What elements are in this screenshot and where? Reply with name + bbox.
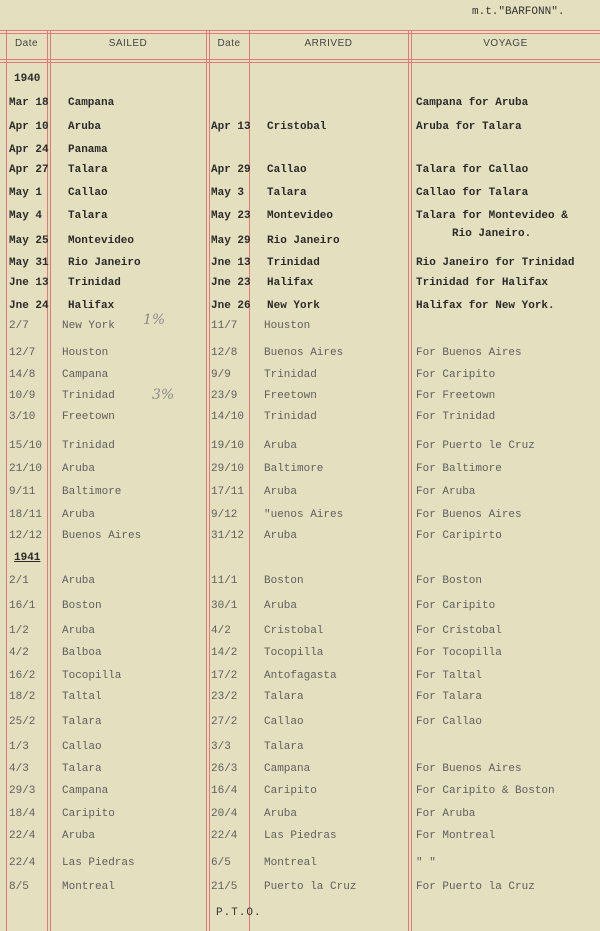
port-sailed-cell: Tocopilla — [62, 670, 122, 682]
port-arrived-cell: Campana — [264, 763, 311, 775]
voyage-cell: For Talara — [416, 691, 483, 703]
port-sailed-cell: Halifax — [68, 300, 115, 312]
voyage-cell: For Cristobal — [416, 625, 502, 637]
date-sailed-cell: 14/8 — [9, 369, 36, 381]
date-arrived-cell: Apr 29 — [211, 164, 251, 176]
header-top-rule — [0, 30, 600, 31]
port-arrived-cell: Buenos Aires — [264, 347, 344, 359]
date-sailed-cell: Jne 13 — [9, 277, 49, 289]
voyage-cell: Trinidad for Halifax — [416, 277, 549, 289]
rule-arrived — [408, 30, 409, 931]
port-arrived-cell: Aruba — [264, 440, 298, 452]
voyage-cell: For Caripito — [416, 600, 496, 612]
date-arrived-cell: 29/10 — [211, 463, 245, 475]
port-arrived-cell: Tocopilla — [264, 647, 324, 659]
port-arrived-cell: Trinidad — [264, 411, 317, 423]
voyage-cell: " " — [416, 857, 436, 869]
voyage-cell: Talara for Callao — [416, 164, 529, 176]
voyage-cell: Talara for Montevideo & — [416, 210, 568, 222]
rule-left — [6, 30, 7, 931]
voyage-cell: For Baltimore — [416, 463, 502, 475]
voyage-cell: For Buenos Aires — [416, 347, 522, 359]
port-arrived-cell: Rio Janeiro — [267, 235, 340, 247]
date-arrived-cell: 19/10 — [211, 440, 245, 452]
date-sailed-cell: May 4 — [9, 210, 43, 222]
port-sailed-cell: New York — [62, 320, 115, 332]
port-arrived-cell: Caripito — [264, 785, 317, 797]
port-arrived-cell: Talara — [264, 691, 304, 703]
port-sailed-cell: Houston — [62, 347, 109, 359]
port-sailed-cell: Freetown — [62, 411, 115, 423]
voyage-cell: Halifax for New York. — [416, 300, 555, 312]
voyage-cell: Aruba for Talara — [416, 121, 522, 133]
date-arrived-cell: 16/4 — [211, 785, 238, 797]
date-sailed-cell: 15/10 — [9, 440, 43, 452]
header-date-sailed: Date — [14, 38, 39, 49]
date-arrived-cell: 14/10 — [211, 411, 245, 423]
port-sailed-cell: Baltimore — [62, 486, 122, 498]
year-label: 1941 — [14, 552, 41, 564]
port-sailed-cell: Buenos Aires — [62, 530, 142, 542]
port-arrived-cell: Trinidad — [267, 257, 320, 269]
rule-arrived-2 — [411, 30, 412, 931]
date-sailed-cell: 3/10 — [9, 411, 36, 423]
port-arrived-cell: New York — [267, 300, 320, 312]
date-sailed-cell: 29/3 — [9, 785, 36, 797]
voyage-cell: For Boston — [416, 575, 483, 587]
voyage-cell: Rio Janeiro for Trinidad — [416, 257, 575, 269]
port-arrived-cell: Baltimore — [264, 463, 324, 475]
date-arrived-cell: 9/12 — [211, 509, 238, 521]
date-sailed-cell: 18/2 — [9, 691, 36, 703]
port-arrived-cell: Trinidad — [264, 369, 317, 381]
date-sailed-cell: 9/11 — [9, 486, 36, 498]
voyage-cell: For Aruba — [416, 486, 476, 498]
voyage-cell: For Buenos Aires — [416, 763, 522, 775]
date-sailed-cell: 4/2 — [9, 647, 29, 659]
port-arrived-cell: Aruba — [264, 486, 298, 498]
port-arrived-cell: Freetown — [264, 390, 317, 402]
date-arrived-cell: 11/7 — [211, 320, 238, 332]
date-sailed-cell: Apr 24 — [9, 144, 49, 156]
date-arrived-cell: 14/2 — [211, 647, 238, 659]
date-sailed-cell: 1/2 — [9, 625, 29, 637]
header-voyage: VOYAGE — [483, 38, 528, 49]
header-bottom-rule — [0, 59, 600, 60]
date-sailed-cell: 1/3 — [9, 741, 29, 753]
rule-date-sailed-2 — [50, 30, 51, 931]
port-sailed-cell: Aruba — [62, 509, 96, 521]
rule-sailed — [206, 30, 207, 931]
voyage-cell: For Puerto le Cruz — [416, 440, 535, 452]
port-sailed-cell: Trinidad — [62, 390, 115, 402]
port-sailed-cell: Talara — [68, 210, 108, 222]
voyage-cell: For Aruba — [416, 808, 476, 820]
date-sailed-cell: 10/9 — [9, 390, 36, 402]
date-sailed-cell: May 1 — [9, 187, 43, 199]
date-sailed-cell: Apr 27 — [9, 164, 49, 176]
port-sailed-cell: Las Piedras — [62, 857, 135, 869]
port-sailed-cell: Trinidad — [68, 277, 121, 289]
voyage-cell: For Montreal — [416, 830, 496, 842]
port-sailed-cell: Talara — [62, 716, 102, 728]
date-arrived-cell: 17/11 — [211, 486, 245, 498]
port-sailed-cell: Aruba — [62, 575, 96, 587]
port-arrived-cell: Houston — [264, 320, 311, 332]
date-arrived-cell: Jne 13 — [211, 257, 251, 269]
port-sailed-cell: Boston — [62, 600, 102, 612]
date-sailed-cell: 12/12 — [9, 530, 43, 542]
rule-sailed-2 — [209, 30, 210, 931]
port-arrived-cell: Boston — [264, 575, 304, 587]
port-sailed-cell: Aruba — [62, 463, 96, 475]
port-sailed-cell: Rio Janeiro — [68, 257, 141, 269]
date-arrived-cell: 23/9 — [211, 390, 238, 402]
date-sailed-cell: 8/5 — [9, 881, 29, 893]
header-top-rule-2 — [0, 33, 600, 34]
voyage-cell: For Tocopilla — [416, 647, 502, 659]
port-sailed-cell: Montreal — [62, 881, 115, 893]
port-arrived-cell: Callao — [267, 164, 307, 176]
port-sailed-cell: Campana — [62, 369, 109, 381]
page-turn-note: P.T.O. — [216, 907, 262, 919]
date-arrived-cell: May 3 — [211, 187, 245, 199]
voyage-cell: For Puerto la Cruz — [416, 881, 535, 893]
date-sailed-cell: 18/11 — [9, 509, 43, 521]
port-sailed-cell: Balboa — [62, 647, 102, 659]
port-arrived-cell: Aruba — [264, 530, 298, 542]
date-arrived-cell: 22/4 — [211, 830, 238, 842]
port-sailed-cell: Campana — [62, 785, 109, 797]
date-arrived-cell: 31/12 — [211, 530, 245, 542]
voyage-cell: Campana for Aruba — [416, 97, 529, 109]
port-arrived-cell: Puerto la Cruz — [264, 881, 357, 893]
header-arrived: ARRIVED — [304, 38, 353, 49]
header-bottom-rule-2 — [0, 62, 600, 63]
port-sailed-cell: Talara — [68, 164, 108, 176]
date-arrived-cell: May 29 — [211, 235, 251, 247]
date-arrived-cell: Apr 13 — [211, 121, 251, 133]
pencil-note: 1% — [143, 312, 166, 328]
date-sailed-cell: 22/4 — [9, 830, 36, 842]
date-arrived-cell: 3/3 — [211, 741, 231, 753]
port-arrived-cell: Montevideo — [267, 210, 334, 222]
voyage-cell: For Buenos Aires — [416, 509, 522, 521]
date-sailed-cell: 21/10 — [9, 463, 43, 475]
voyage-cell: For Freetown — [416, 390, 496, 402]
date-arrived-cell: 20/4 — [211, 808, 238, 820]
date-sailed-cell: May 31 — [9, 257, 49, 269]
date-arrived-cell: 30/1 — [211, 600, 238, 612]
port-sailed-cell: Aruba — [68, 121, 102, 133]
date-sailed-cell: Mar 18 — [9, 97, 49, 109]
port-sailed-cell: Panama — [68, 144, 108, 156]
voyage-cell: Rio Janeiro. — [452, 228, 532, 240]
port-sailed-cell: Talara — [62, 763, 102, 775]
date-arrived-cell: 26/3 — [211, 763, 238, 775]
port-arrived-cell: Halifax — [267, 277, 314, 289]
date-arrived-cell: 27/2 — [211, 716, 238, 728]
port-arrived-cell: Talara — [264, 741, 304, 753]
year-label: 1940 — [14, 73, 41, 85]
port-sailed-cell: Montevideo — [68, 235, 135, 247]
port-sailed-cell: Aruba — [62, 625, 96, 637]
port-sailed-cell: Callao — [68, 187, 108, 199]
date-arrived-cell: Jne 23 — [211, 277, 251, 289]
voyage-cell: Callao for Talara — [416, 187, 529, 199]
date-sailed-cell: 18/4 — [9, 808, 36, 820]
date-arrived-cell: 12/8 — [211, 347, 238, 359]
voyage-cell: For Callao — [416, 716, 483, 728]
vessel-title: m.t."BARFONN". — [472, 6, 565, 18]
port-arrived-cell: Talara — [267, 187, 307, 199]
date-arrived-cell: 11/1 — [211, 575, 238, 587]
voyage-cell: For Trinidad — [416, 411, 496, 423]
date-sailed-cell: 4/3 — [9, 763, 29, 775]
port-sailed-cell: Campana — [68, 97, 115, 109]
port-arrived-cell: Cristobal — [264, 625, 324, 637]
voyage-cell: For Caripito & Boston — [416, 785, 555, 797]
date-arrived-cell: 4/2 — [211, 625, 231, 637]
date-sailed-cell: 2/1 — [9, 575, 29, 587]
date-sailed-cell: 2/7 — [9, 320, 29, 332]
port-sailed-cell: Aruba — [62, 830, 96, 842]
port-arrived-cell: Callao — [264, 716, 304, 728]
port-sailed-cell: Trinidad — [62, 440, 115, 452]
voyage-cell: For Caripito — [416, 369, 496, 381]
date-arrived-cell: 21/5 — [211, 881, 238, 893]
date-sailed-cell: 25/2 — [9, 716, 36, 728]
date-sailed-cell: Apr 10 — [9, 121, 49, 133]
header-date-arrived: Date — [217, 38, 241, 49]
date-arrived-cell: 17/2 — [211, 670, 238, 682]
header-sailed: SAILED — [108, 38, 148, 49]
port-arrived-cell: Aruba — [264, 808, 298, 820]
date-arrived-cell: 23/2 — [211, 691, 238, 703]
port-arrived-cell: Cristobal — [267, 121, 327, 133]
voyage-cell: For Taltal — [416, 670, 483, 682]
port-sailed-cell: Callao — [62, 741, 102, 753]
port-arrived-cell: Aruba — [264, 600, 298, 612]
port-arrived-cell: Montreal — [264, 857, 317, 869]
date-sailed-cell: May 25 — [9, 235, 49, 247]
date-sailed-cell: 12/7 — [9, 347, 36, 359]
port-arrived-cell: Antofagasta — [264, 670, 337, 682]
port-sailed-cell: Caripito — [62, 808, 115, 820]
port-arrived-cell: Las Piedras — [264, 830, 337, 842]
date-arrived-cell: 6/5 — [211, 857, 231, 869]
date-sailed-cell: Jne 24 — [9, 300, 49, 312]
date-arrived-cell: 9/9 — [211, 369, 231, 381]
pencil-note: 3% — [152, 387, 175, 403]
port-sailed-cell: Taltal — [62, 691, 102, 703]
port-arrived-cell: "uenos Aires — [264, 509, 344, 521]
date-arrived-cell: Jne 26 — [211, 300, 251, 312]
voyage-cell: For Caripirto — [416, 530, 502, 542]
date-arrived-cell: May 23 — [211, 210, 251, 222]
date-sailed-cell: 16/1 — [9, 600, 36, 612]
date-sailed-cell: 16/2 — [9, 670, 36, 682]
date-sailed-cell: 22/4 — [9, 857, 36, 869]
